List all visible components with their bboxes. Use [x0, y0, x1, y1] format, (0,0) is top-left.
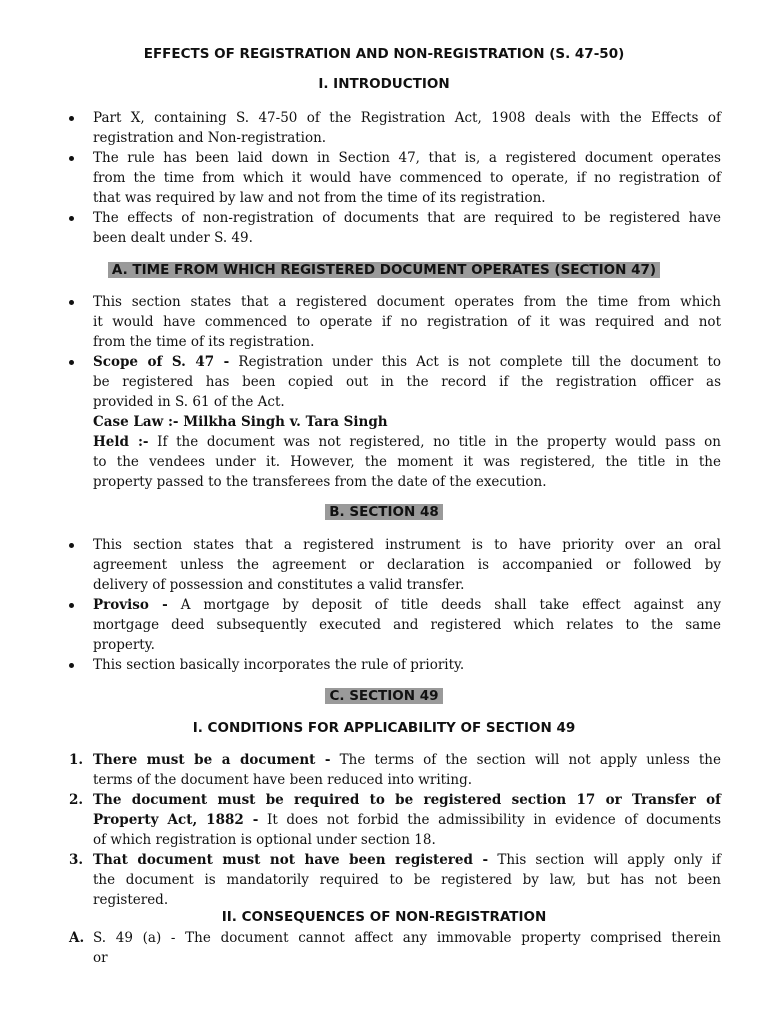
held-line-3: property passed to the transferees from the date of the execution.	[93, 474, 547, 490]
held-line-1	[93, 432, 721, 452]
condition-2-line-3: of which registration is optional under section 18.	[93, 832, 436, 848]
section-48-item-1-line-3: delivery of possession and constitutes a valid transfer.	[93, 577, 465, 593]
section-47-item-1-line-2: it would have commenced to operate if no registration of it was required and not	[93, 314, 721, 330]
proviso-line-1	[93, 595, 721, 615]
section-48-list	[69, 535, 721, 675]
bullet-icon	[69, 300, 74, 305]
condition-3-label: That document must not have been registered -	[93, 852, 489, 868]
condition-number: 2.	[69, 792, 84, 808]
condition-1-line-2: terms of the document have been reduced into writing.	[93, 772, 473, 788]
section-48-item-1-line-2: agreement unless the agreement or declaration is accompanied or followed by	[93, 557, 721, 573]
consequences-heading: II. CONSEQUENCES OF NON-REGISTRATION	[221, 909, 547, 925]
condition-2-label: Property Act, 1882 -	[93, 812, 259, 828]
proviso-line-2: mortgage deed subsequently executed and registered which relates to the same	[93, 617, 721, 633]
section-48-item-1-line-1: This section states that a registered instrument is to have priority over an oral	[93, 537, 721, 553]
intro-item-2-line-1: The rule has been laid down in Section 47, that is, a registered document operates	[93, 150, 721, 166]
section-49-heading: C. SECTION 49	[0, 686, 768, 706]
condition-1-line-1	[93, 750, 721, 770]
condition-3-line-2: the document is mandatorily required to be registered by law, but has not been	[93, 872, 721, 888]
case-law-label: Case Law :- Milkha Singh v. Tara Singh	[93, 414, 388, 430]
condition-1-text: The terms of the section will not apply unless the	[339, 752, 721, 768]
held-text: If the document was not registered, no title in the property would pass on	[157, 434, 721, 450]
intro-item-3-line-1: The effects of non-registration of documents that are required to be registered have	[93, 210, 721, 226]
bullet-icon	[69, 116, 74, 121]
held-line-2: to the vendees under it. However, the moment it was registered, the title in the	[93, 454, 721, 470]
scope-line-1	[93, 352, 721, 372]
intro-item-2-line-3: that was required by law and not from the time of its registration.	[93, 190, 546, 206]
bullet-icon	[69, 156, 74, 161]
section-47-heading: A. TIME FROM WHICH REGISTERED DOCUMENT OPERATES (SECTION 47)	[0, 260, 768, 280]
condition-2-text: It does not forbid the admissibility in evidence of documents	[267, 812, 721, 828]
condition-3-line-3: registered.	[93, 892, 169, 908]
section-48-item-3: This section basically incorporates the rule of priority.	[93, 657, 465, 673]
scope-label: Scope of S. 47 -	[93, 354, 230, 370]
scope-text: Registration under this Act is not complete till the document to	[238, 354, 721, 370]
condition-3-text: This section will apply only if	[497, 852, 721, 868]
scope-line-3: provided in S. 61 of the Act.	[93, 394, 285, 410]
conditions-list	[69, 750, 721, 910]
bullet-icon	[69, 543, 74, 548]
bullet-icon	[69, 663, 74, 668]
introduction-heading: I. INTRODUCTION	[318, 76, 450, 92]
document-title: EFFECTS OF REGISTRATION AND NON-REGISTRATION (S. 47-50)	[143, 46, 625, 62]
intro-item-2-line-2: from the time from which it would have commenced to operate, if no registration of	[93, 170, 721, 186]
bullet-icon	[69, 603, 74, 608]
condition-3-line-1	[93, 850, 721, 870]
bullet-icon	[69, 216, 74, 221]
section-48-heading: B. SECTION 48	[0, 502, 768, 522]
consequence-a-line-2: or	[93, 950, 108, 966]
intro-item-1-line-1: Part X, containing S. 47-50 of the Registration Act, 1908 deals with the Effects of	[93, 110, 721, 126]
intro-item-1-line-2: registration and Non-registration.	[93, 130, 327, 146]
condition-2-line-1: The document must be required to be registered section 17 or Transfer of	[93, 792, 721, 808]
intro-item-3-line-2: been dealt under S. 49.	[93, 230, 253, 246]
conditions-heading: I. CONDITIONS FOR APPLICABILITY OF SECTION 49	[192, 720, 576, 736]
section-47-item-1-line-1: This section states that a registered document operates from the time from which	[93, 294, 721, 310]
consequences-list	[69, 928, 721, 968]
introduction-list	[69, 108, 721, 248]
bullet-icon	[69, 360, 74, 365]
proviso-label: Proviso -	[93, 597, 168, 613]
consequence-a-line-1: S. 49 (a) - The document cannot affect any immovable property comprised therein	[93, 930, 721, 946]
consequence-number: A.	[69, 930, 85, 946]
section-47-item-1-line-3: from the time of its registration.	[93, 334, 315, 350]
proviso-text: A mortgage by deposit of title deeds shall take effect against any	[180, 597, 721, 613]
condition-1-label: There must be a document -	[93, 752, 331, 768]
condition-number: 3.	[69, 852, 84, 868]
held-label: Held :-	[93, 434, 149, 450]
proviso-line-3: property.	[93, 637, 155, 653]
condition-number: 1.	[69, 752, 84, 768]
section-47-list	[69, 292, 721, 492]
scope-line-2: be registered has been copied out in the record if the registration officer as	[93, 374, 721, 390]
condition-2-line-2	[93, 810, 721, 830]
